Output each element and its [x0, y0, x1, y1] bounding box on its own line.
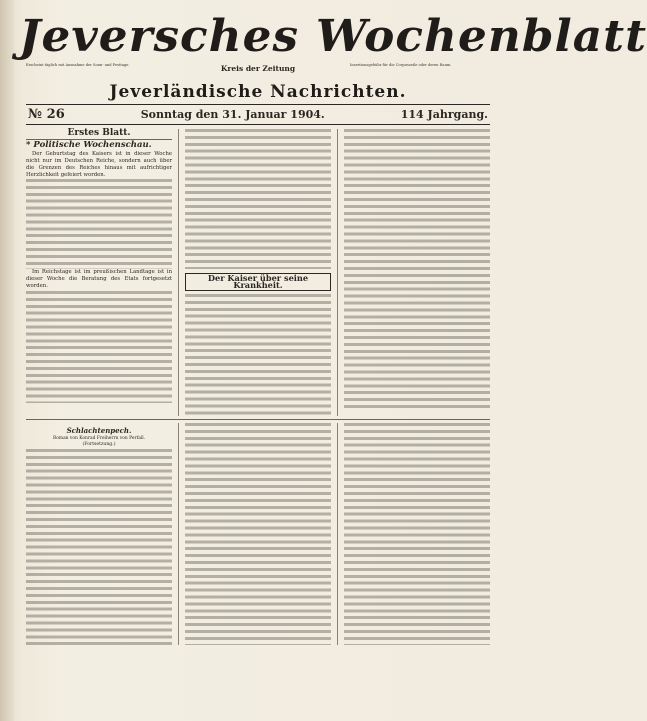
dateline	[26, 104, 490, 125]
feuilleton-column-3	[344, 423, 490, 645]
page-fold-shadow	[0, 0, 14, 721]
newspaper-title: Jeversches Wochenblatt	[19, 11, 647, 62]
article-paragraph: Der Geburtstag des Kaisers ist in dieser Woche nicht nur im Deutschen Reiche, sondern auch über die Grenzen des Reiches hinaus mit aufrichtiger Herzlichkeit gefeiert worden.	[26, 150, 173, 178]
newspaper-subtitle: Jeverländische Nachrichten.	[109, 82, 407, 102]
feuilleton-column	[26, 423, 172, 645]
column-2	[185, 129, 331, 416]
article-text-block	[344, 129, 490, 411]
article-paragraph: Im Reichstage ist im preußischen Landtage ist in dieser Woche die Beratung des Etats fortgesetzt worden.	[26, 269, 173, 290]
lower-columns	[26, 423, 490, 645]
column-1	[26, 129, 172, 416]
article-text-block	[185, 129, 331, 269]
story-text-block	[344, 423, 490, 645]
story-text-block	[26, 449, 172, 645]
column-rule	[178, 423, 179, 645]
story-continuation: (Fortsetzung.)	[82, 441, 116, 447]
column-3	[344, 129, 490, 416]
upper-columns	[26, 129, 490, 416]
section-heading: * Politische Wochenschau.	[26, 139, 152, 150]
article-text-block	[26, 179, 172, 269]
column-rule	[337, 129, 338, 416]
article-text-block	[185, 294, 331, 416]
issue-year: 114 Jahrgang.	[400, 108, 488, 121]
issue-date: Sonntag den 31. Januar 1904.	[140, 108, 325, 121]
masthead	[19, 8, 647, 78]
issue-number: № 26	[28, 107, 65, 122]
column-rule	[337, 423, 338, 645]
article-heading: Der Kaiser über seine Krankheit.	[185, 273, 331, 291]
column-rule	[178, 129, 179, 416]
article-text-block	[26, 291, 172, 403]
story-author: Roman von Konrad Freiherrn von Perfall.	[52, 435, 146, 441]
section-divider	[26, 419, 490, 420]
edition-label: Erstes Blatt.	[26, 130, 172, 140]
imprint-right: Insertionsgebühr für die Corpuszeile oder deren Raum.	[350, 63, 452, 67]
story-title: Schlachtenpech.	[66, 425, 132, 435]
masthead-tag: Kreis der Zeitung	[220, 64, 296, 73]
imprint-left: Erscheint täglich mit Ausnahme der Sonn- und Festtage.	[26, 63, 130, 67]
feuilleton-column-2	[185, 423, 331, 645]
story-text-block	[185, 423, 331, 645]
